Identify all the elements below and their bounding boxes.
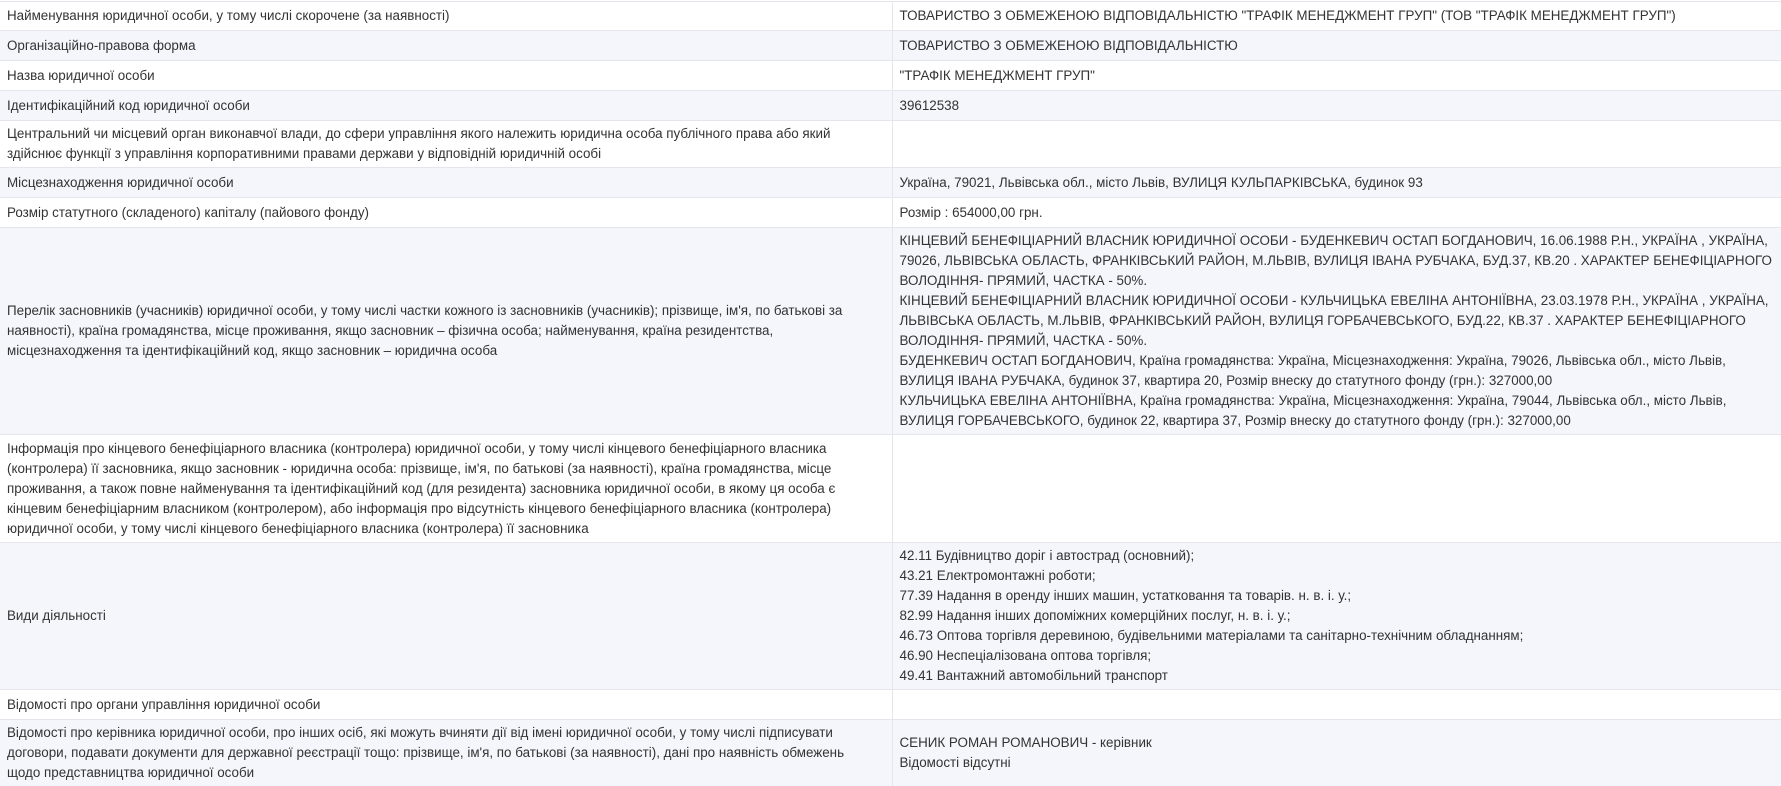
value-line: ТОВАРИСТВО З ОБМЕЖЕНОЮ ВІДПОВІДАЛЬНІСТЮ "ТРАФІК МЕНЕДЖМЕНТ ГРУП" (ТОВ "ТРАФІК МЕНЕДЖМЕНТ ГРУП"): [900, 6, 1775, 26]
row-value: [892, 228, 1781, 435]
row-value: [892, 543, 1781, 690]
registry-row-beneficiary: [0, 435, 1781, 543]
row-label: Назва юридичної особи: [0, 61, 892, 91]
row-value: [892, 435, 1781, 543]
row-value: [892, 720, 1781, 786]
registry-table: [0, 1, 1781, 786]
row-value: [892, 690, 1781, 720]
registry-row-capital: [0, 198, 1781, 228]
registry-row-address: [0, 168, 1781, 198]
value-line: СЕНИК РОМАН РОМАНОВИЧ - керівник: [900, 733, 1775, 753]
row-label: Організаційно-правова форма: [0, 31, 892, 61]
value-line: 39612538: [900, 96, 1775, 116]
row-label: Перелік засновників (учасників) юридичної особи, у тому числі частки кожного із засновників (учасників); прізвище, ім'я, по батькові за наявності), країна громадянства, місце проживання, якщо засновник – фізична особа; найменування, країна резидентства, місцезнаходження та ідентифікаційний код, якщо засновник – юридична особа: [0, 228, 892, 435]
value-line: 43.21 Електромонтажні роботи;: [900, 566, 1775, 586]
row-label: Відомості про органи управління юридичної особи: [0, 690, 892, 720]
row-label: Центральний чи місцевий орган виконавчої влади, до сфери управління якого належить юридична особа публічного права або який здійснює функції з управління корпоративними правами держави у відповідній юридичній особі: [0, 121, 892, 168]
value-line: КІНЦЕВИЙ БЕНЕФІЦІАРНИЙ ВЛАСНИК ЮРИДИЧНОЇ ОСОБИ - КУЛЬЧИЦЬКА ЕВЕЛІНА АНТОНІЇВНА, 23.03.1978 Р.Н., УКРАЇНА , УКРАЇНА, ЛЬВІВСЬКА ОБЛАСТЬ, М.ЛЬВІВ, ФРАНКІВСЬКИЙ РАЙОН, ВУЛИЦЯ ГОРБАЧЕВСЬКОГО, БУД.22, КВ.37 . ХАРАКТЕР БЕНЕФІЦІАРНОГО ВОЛОДІННЯ- ПРЯМИЙ, ЧАСТКА - 50%.: [900, 291, 1775, 351]
value-line: Розмір : 654000,00 грн.: [900, 203, 1775, 223]
row-label: Місцезнаходження юридичної особи: [0, 168, 892, 198]
row-value: [892, 121, 1781, 168]
value-line: КУЛЬЧИЦЬКА ЕВЕЛІНА АНТОНІЇВНА, Країна громадянства: Україна, Місцезнаходження: Україна, 79044, Львівська обл., місто Львів, ВУЛИЦЯ ГОРБАЧЕВСЬКОГО, будинок 22, квартира 37, Розмір внеску до статутного фонду (грн.): 327000,00: [900, 391, 1775, 431]
value-line: 46.73 Оптова торгівля деревиною, будівельними матеріалами та санітарно-технічним обладнанням;: [900, 626, 1775, 646]
value-line: "ТРАФІК МЕНЕДЖМЕНТ ГРУП": [900, 66, 1775, 86]
value-line: 46.90 Неспеціалізована оптова торгівля;: [900, 646, 1775, 666]
value-line: 49.41 Вантажний автомобільний транспорт: [900, 666, 1775, 686]
row-label: Найменування юридичної особи, у тому числі скорочене (за наявності): [0, 2, 892, 31]
row-value: [892, 2, 1781, 31]
value-line: 42.11 Будівництво доріг і автострад (основний);: [900, 546, 1775, 566]
registry-row-director: [0, 720, 1781, 786]
value-line: 77.39 Надання в оренду інших машин, устатковання та товарів. н. в. і. у.;: [900, 586, 1775, 606]
row-label: Відомості про керівника юридичної особи, про інших осіб, які можуть вчиняти дії від імені юридичної особи, у тому числі підписувати договори, подавати документи для державної реєстрації тощо: прізвище, ім'я, по батькові (за наявності), дані про наявність обмежень щодо представництва юридичної особи: [0, 720, 892, 786]
value-line: БУДЕНКЕВИЧ ОСТАП БОГДАНОВИЧ, Країна громадянства: Україна, Місцезнаходження: Україна, 79026, Львівська обл., місто Львів, ВУЛИЦЯ ІВАНА РУБЧАКА, будинок 37, квартира 20, Розмір внеску до статутного фонду (грн.): 327000,00: [900, 351, 1775, 391]
registry-row-founders: [0, 228, 1781, 435]
registry-row-code: [0, 91, 1781, 121]
row-label: Види діяльності: [0, 543, 892, 690]
row-label: Розмір статутного (складеного) капіталу (пайового фонду): [0, 198, 892, 228]
value-line: ТОВАРИСТВО З ОБМЕЖЕНОЮ ВІДПОВІДАЛЬНІСТЮ: [900, 36, 1775, 56]
registry-row-authority: [0, 121, 1781, 168]
row-value: [892, 31, 1781, 61]
registry-row-name: [0, 61, 1781, 91]
value-line: КІНЦЕВИЙ БЕНЕФІЦІАРНИЙ ВЛАСНИК ЮРИДИЧНОЇ ОСОБИ - БУДЕНКЕВИЧ ОСТАП БОГДАНОВИЧ, 16.06.1988 Р.Н., УКРАЇНА , УКРАЇНА, 79026, ЛЬВІВСЬКА ОБЛАСТЬ, ФРАНКІВСЬКИЙ РАЙОН, М.ЛЬВІВ, ВУЛИЦЯ ІВАНА РУБЧАКА, БУД.37, КВ.20 . ХАРАКТЕР БЕНЕФІЦІАРНОГО ВОЛОДІННЯ- ПРЯМИЙ, ЧАСТКА - 50%.: [900, 231, 1775, 291]
value-line: Україна, 79021, Львівська обл., місто Львів, ВУЛИЦЯ КУЛЬПАРКІВСЬКА, будинок 93: [900, 173, 1775, 193]
registry-row-legal-form: [0, 31, 1781, 61]
row-value: [892, 198, 1781, 228]
row-label: Інформація про кінцевого бенефіціарного власника (контролера) юридичної особи, у тому числі кінцевого бенефіціарного власника (контролера) її засновника, якщо засновник - юридична особа: прізвище, ім'я, по батькові (за наявності), країна громадянства, місце проживання, а також повне найменування та ідентифікаційний код (для резидента) засновника юридичної особи, в якому ця особа є кінцевим бенефіціарним власником (контролером), або інформація про відсутність кінцевого бенефіціарного власника (контролера) юридичної особи, у тому числі кінцевого бенефіціарного власника (контролера) її засновника: [0, 435, 892, 543]
value-line: 82.99 Надання інших допоміжних комерційних послуг, н. в. і. у.;: [900, 606, 1775, 626]
registry-row-activities: [0, 543, 1781, 690]
value-line: Відомості відсутні: [900, 753, 1775, 773]
row-label: Ідентифікаційний код юридичної особи: [0, 91, 892, 121]
row-value: [892, 61, 1781, 91]
registry-table-body: [0, 2, 1781, 786]
registry-row-full-name: [0, 2, 1781, 31]
row-value: [892, 168, 1781, 198]
registry-row-governance: [0, 690, 1781, 720]
row-value: [892, 91, 1781, 121]
